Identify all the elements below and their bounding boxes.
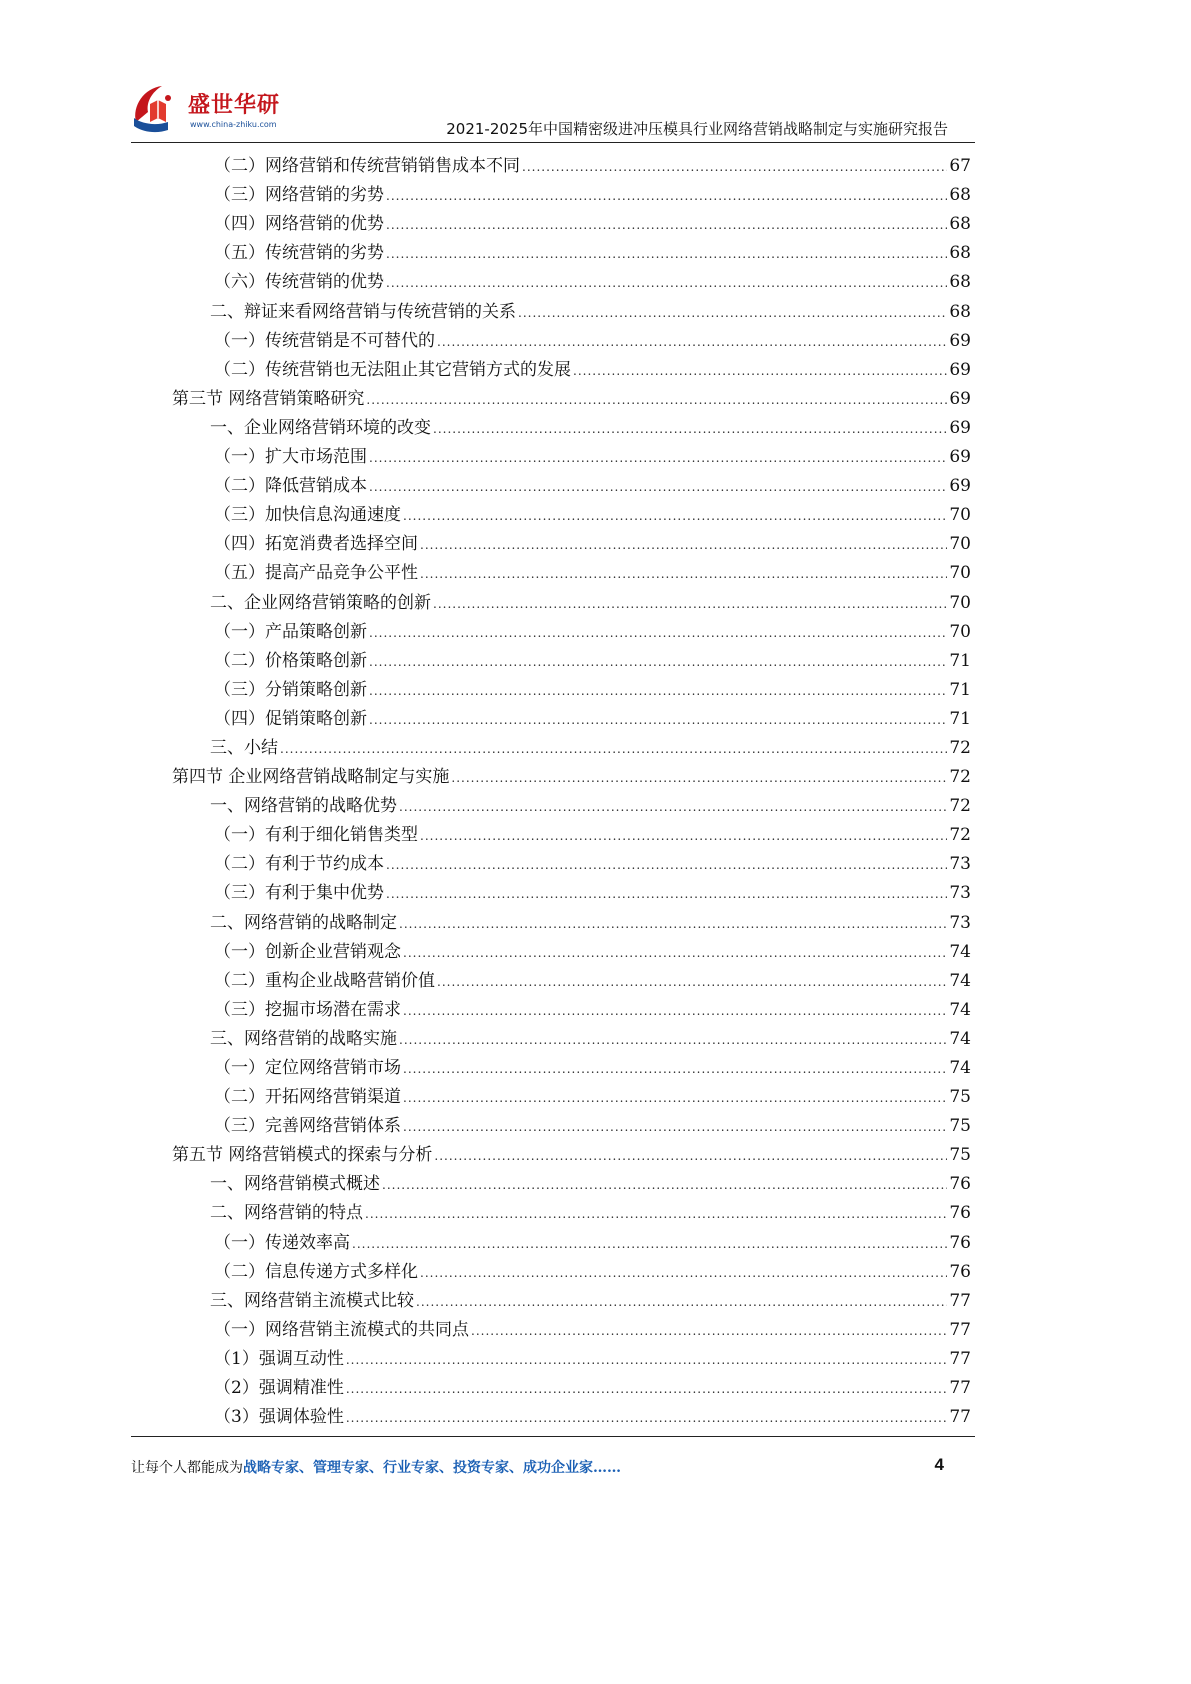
toc-leader-dots: [280, 742, 947, 759]
toc-leader-dots: [369, 451, 947, 468]
toc-entry-title: （三）完善网络营销体系: [214, 1116, 401, 1137]
toc-entry[interactable]: [172, 875, 971, 904]
toc-leader-dots: [434, 1149, 947, 1166]
toc-leader-dots: [369, 684, 947, 701]
toc-entry-title: 二、网络营销的战略制定: [210, 912, 397, 933]
toc-leader-dots: [437, 335, 947, 352]
toc-leader-dots: [399, 800, 947, 817]
toc-entry-title: （五）提高产品竞争公平性: [214, 563, 418, 584]
page-number: 4: [934, 1455, 944, 1474]
toc-entry-title: （二）信息传递方式多样化: [214, 1261, 418, 1282]
toc-entry-title: （1）强调互动性: [214, 1348, 344, 1369]
toc-entry-page: 74: [949, 1028, 971, 1049]
toc-entry-title: 第四节 企业网络营销战略制定与实施: [172, 767, 450, 788]
toc-entry-page: 71: [949, 679, 971, 700]
toc-leader-dots: [386, 247, 947, 264]
brand-logo: [128, 78, 328, 138]
toc-entry-title: （一）定位网络营销市场: [214, 1058, 401, 1078]
toc-entry[interactable]: [172, 526, 971, 555]
toc-entry[interactable]: [172, 410, 971, 439]
toc-entry-title: （二）价格策略创新: [214, 650, 367, 671]
toc-entry-title: （二）网络营销和传统营销销售成本不同: [214, 156, 520, 177]
toc-leader-dots: [451, 771, 947, 788]
toc-entry[interactable]: [172, 1137, 971, 1166]
toc-entry-page: 76: [949, 1232, 971, 1253]
toc-entry[interactable]: [172, 1195, 971, 1224]
toc-entry-title: 二、企业网络营销策略的创新: [210, 592, 431, 613]
toc-entry-title: 一、网络营销模式概述: [210, 1174, 380, 1195]
toc-leader-dots: [403, 1004, 947, 1021]
toc-entry-title: （二）有利于节约成本: [214, 854, 384, 875]
toc-entry[interactable]: [172, 352, 971, 381]
toc-entry-title: （一）有利于细化销售类型: [214, 825, 418, 846]
toc-entry[interactable]: [172, 264, 971, 293]
toc-entry-title: （一）网络营销主流模式的共同点: [214, 1319, 469, 1340]
toc-entry-page: 75: [949, 1145, 971, 1166]
toc-entry[interactable]: [172, 730, 971, 759]
toc-leader-dots: [365, 1207, 947, 1224]
toc-entry[interactable]: [172, 759, 971, 788]
toc-entry[interactable]: [172, 439, 971, 468]
toc-entry-page: 73: [949, 883, 971, 904]
toc-leader-dots: [420, 829, 947, 846]
toc-entry-page: 70: [949, 534, 971, 555]
toc-entry[interactable]: [172, 904, 971, 933]
toc-leader-dots: [403, 1091, 947, 1108]
toc-entry-page: 74: [949, 970, 971, 991]
toc-leader-dots: [399, 1033, 947, 1050]
toc-entry[interactable]: [172, 206, 971, 235]
toc-entry[interactable]: [172, 1370, 971, 1399]
toc-leader-dots: [403, 1120, 947, 1137]
toc-leader-dots: [369, 655, 947, 672]
toc-entry-page: 74: [949, 941, 971, 962]
toc-entry-title: （三）分销策略创新: [214, 679, 367, 700]
toc-entry-title: （二）降低营销成本: [214, 476, 367, 497]
toc-entry[interactable]: [172, 701, 971, 730]
brand-logo-icon: [128, 78, 188, 138]
toc-leader-dots: [416, 1295, 947, 1312]
toc-entry[interactable]: [172, 1341, 971, 1370]
toc-entry-title: （四）促销策略创新: [214, 708, 367, 729]
toc-leader-dots: [369, 480, 947, 497]
toc-entry[interactable]: [172, 293, 971, 322]
toc-entry-title: （五）传统营销的劣势: [214, 243, 384, 264]
toc-entry-page: 68: [949, 243, 971, 264]
toc-entry-page: 70: [949, 563, 971, 584]
toc-entry[interactable]: [172, 1224, 971, 1253]
footer-divider: [131, 1436, 975, 1437]
toc-entry-page: 76: [949, 1174, 971, 1195]
toc-entry[interactable]: [172, 672, 971, 701]
toc-entry[interactable]: [172, 468, 971, 497]
brand-name: 盛世华研: [188, 93, 281, 118]
toc-leader-dots: [403, 1062, 947, 1079]
toc-entry-title: （四）网络营销的优势: [214, 214, 384, 235]
toc-entry-page: 68: [949, 272, 971, 293]
toc-entry[interactable]: [172, 1050, 971, 1079]
toc-entry-title: 三、网络营销的战略实施: [210, 1028, 397, 1049]
toc-leader-dots: [386, 887, 947, 904]
toc-leader-dots: [403, 509, 947, 526]
toc-entry[interactable]: [172, 497, 971, 526]
toc-entry-title: （三）网络营销的劣势: [214, 185, 384, 206]
toc-entry[interactable]: [172, 381, 971, 410]
toc-entry[interactable]: [172, 817, 971, 846]
toc-entry-title: （3）强调体验性: [214, 1407, 344, 1428]
toc-entry[interactable]: [172, 1108, 971, 1137]
toc-entry[interactable]: [172, 1312, 971, 1341]
report-title: 2021-2025年中国精密级进冲压模具行业网络营销战略制定与实施研究报告: [446, 120, 948, 138]
toc-entry-page: 69: [949, 447, 971, 468]
toc-entry-page: 69: [949, 330, 971, 351]
toc-entry-title: 一、企业网络营销环境的改变: [210, 417, 431, 438]
footer-slogan: [131, 1457, 621, 1477]
toc-entry[interactable]: [172, 643, 971, 672]
toc-entry-page: 71: [949, 650, 971, 671]
toc-entry[interactable]: [172, 177, 971, 206]
toc-leader-dots: [420, 567, 947, 584]
toc-entry-page: 68: [949, 301, 971, 322]
toc-leader-dots: [420, 538, 947, 555]
footer-slogan-highlight: 战略专家、管理专家、行业专家、投资专家、成功企业家……: [243, 1460, 621, 1476]
toc-leader-dots: [403, 946, 947, 963]
toc-entry-title: （一）传递效率高: [214, 1232, 350, 1253]
toc-entry-title: （三）挖掘市场潜在需求: [214, 999, 401, 1020]
toc-leader-dots: [386, 218, 947, 235]
toc-entry-page: 72: [949, 825, 971, 846]
toc-entry-page: 68: [949, 185, 971, 206]
toc-entry-title: （二）重构企业战略营销价值: [214, 970, 435, 991]
toc-entry-page: 74: [949, 1058, 971, 1078]
toc-entry[interactable]: [172, 555, 971, 584]
toc-leader-dots: [369, 713, 947, 730]
toc-entry[interactable]: [172, 1399, 971, 1428]
table-of-contents: [172, 148, 971, 1428]
toc-entry-page: 70: [949, 592, 971, 613]
toc-leader-dots: [471, 1324, 947, 1341]
toc-leader-dots: [573, 364, 947, 381]
toc-leader-dots: [352, 1237, 947, 1254]
toc-entry-title: 三、网络营销主流模式比较: [210, 1290, 414, 1311]
toc-entry-title: 二、辩证来看网络营销与传统营销的关系: [210, 301, 516, 322]
toc-entry[interactable]: [172, 148, 971, 177]
toc-entry-page: 73: [949, 854, 971, 875]
toc-entry-title: 二、网络营销的特点: [210, 1203, 363, 1224]
toc-entry-title: （一）创新企业营销观念: [214, 941, 401, 962]
toc-entry-page: 77: [949, 1290, 971, 1311]
toc-entry-title: 一、网络营销的战略优势: [210, 796, 397, 817]
toc-entry-page: 69: [949, 359, 971, 380]
toc-entry-title: （一）传统营销是不可替代的: [214, 330, 435, 351]
toc-entry[interactable]: [172, 323, 971, 352]
toc-entry-page: 69: [949, 388, 971, 409]
toc-entry[interactable]: [172, 963, 971, 992]
toc-entry-page: 76: [949, 1203, 971, 1224]
toc-entry-page: 69: [949, 476, 971, 497]
toc-entry[interactable]: [172, 1079, 971, 1108]
toc-entry-page: 77: [949, 1407, 971, 1428]
header-divider: [131, 142, 975, 143]
toc-entry[interactable]: [172, 788, 971, 817]
toc-entry-title: 第三节 网络营销策略研究: [172, 388, 365, 409]
toc-entry-page: 73: [949, 912, 971, 933]
toc-leader-dots: [433, 422, 947, 439]
toc-entry-page: 75: [949, 1087, 971, 1108]
toc-leader-dots: [382, 1178, 947, 1195]
toc-entry-title: （六）传统营销的优势: [214, 272, 384, 293]
toc-entry-page: 68: [949, 214, 971, 235]
toc-entry-title: （二）传统营销也无法阻止其它营销方式的发展: [214, 359, 571, 380]
toc-entry-page: 75: [949, 1116, 971, 1137]
toc-entry[interactable]: [172, 934, 971, 963]
toc-entry-title: （三）有利于集中优势: [214, 883, 384, 904]
toc-entry[interactable]: [172, 1254, 971, 1283]
toc-entry-page: 77: [949, 1378, 971, 1399]
toc-entry-title: （三）加快信息沟通速度: [214, 505, 401, 526]
toc-leader-dots: [522, 160, 947, 177]
brand-url: www.china-zhiku.com: [190, 120, 277, 129]
toc-entry[interactable]: [172, 614, 971, 643]
toc-entry-page: 72: [949, 796, 971, 817]
toc-entry[interactable]: [172, 235, 971, 264]
toc-leader-dots: [386, 858, 947, 875]
toc-entry-title: （二）开拓网络营销渠道: [214, 1087, 401, 1108]
toc-leader-dots: [346, 1411, 948, 1428]
toc-entry[interactable]: [172, 1021, 971, 1050]
toc-entry-title: 第五节 网络营销模式的探索与分析: [172, 1145, 433, 1166]
toc-entry-page: 70: [949, 505, 971, 526]
toc-entry-page: 72: [949, 767, 971, 788]
toc-entry-title: （2）强调精准性: [214, 1378, 344, 1399]
toc-entry-page: 77: [949, 1348, 971, 1369]
toc-entry-page: 74: [949, 999, 971, 1020]
toc-leader-dots: [433, 597, 947, 614]
toc-leader-dots: [437, 975, 947, 992]
toc-leader-dots: [386, 189, 947, 206]
toc-entry-title: （一）产品策略创新: [214, 621, 367, 642]
toc-entry[interactable]: [172, 584, 971, 613]
footer-slogan-prefix: 让每个人都能成为: [131, 1460, 243, 1476]
toc-entry-page: 76: [949, 1261, 971, 1282]
toc-entry[interactable]: [172, 1166, 971, 1195]
toc-entry-page: 69: [949, 417, 971, 438]
toc-leader-dots: [518, 306, 947, 323]
toc-leader-dots: [399, 917, 947, 934]
toc-entry-page: 67: [949, 156, 971, 177]
toc-entry[interactable]: [172, 992, 971, 1021]
toc-leader-dots: [420, 1266, 947, 1283]
toc-leader-dots: [366, 393, 947, 410]
toc-leader-dots: [346, 1382, 948, 1399]
toc-leader-dots: [386, 276, 947, 293]
toc-entry[interactable]: [172, 1283, 971, 1312]
toc-entry-page: 71: [949, 708, 971, 729]
toc-entry-page: 72: [949, 737, 971, 758]
toc-entry-page: 70: [949, 621, 971, 642]
toc-entry[interactable]: [172, 846, 971, 875]
toc-entry-title: （四）拓宽消费者选择空间: [214, 534, 418, 555]
toc-leader-dots: [346, 1353, 948, 1370]
toc-entry-title: 三、小结: [210, 737, 278, 758]
toc-entry-title: （一）扩大市场范围: [214, 447, 367, 468]
toc-entry-page: 77: [949, 1319, 971, 1340]
toc-leader-dots: [369, 626, 947, 643]
